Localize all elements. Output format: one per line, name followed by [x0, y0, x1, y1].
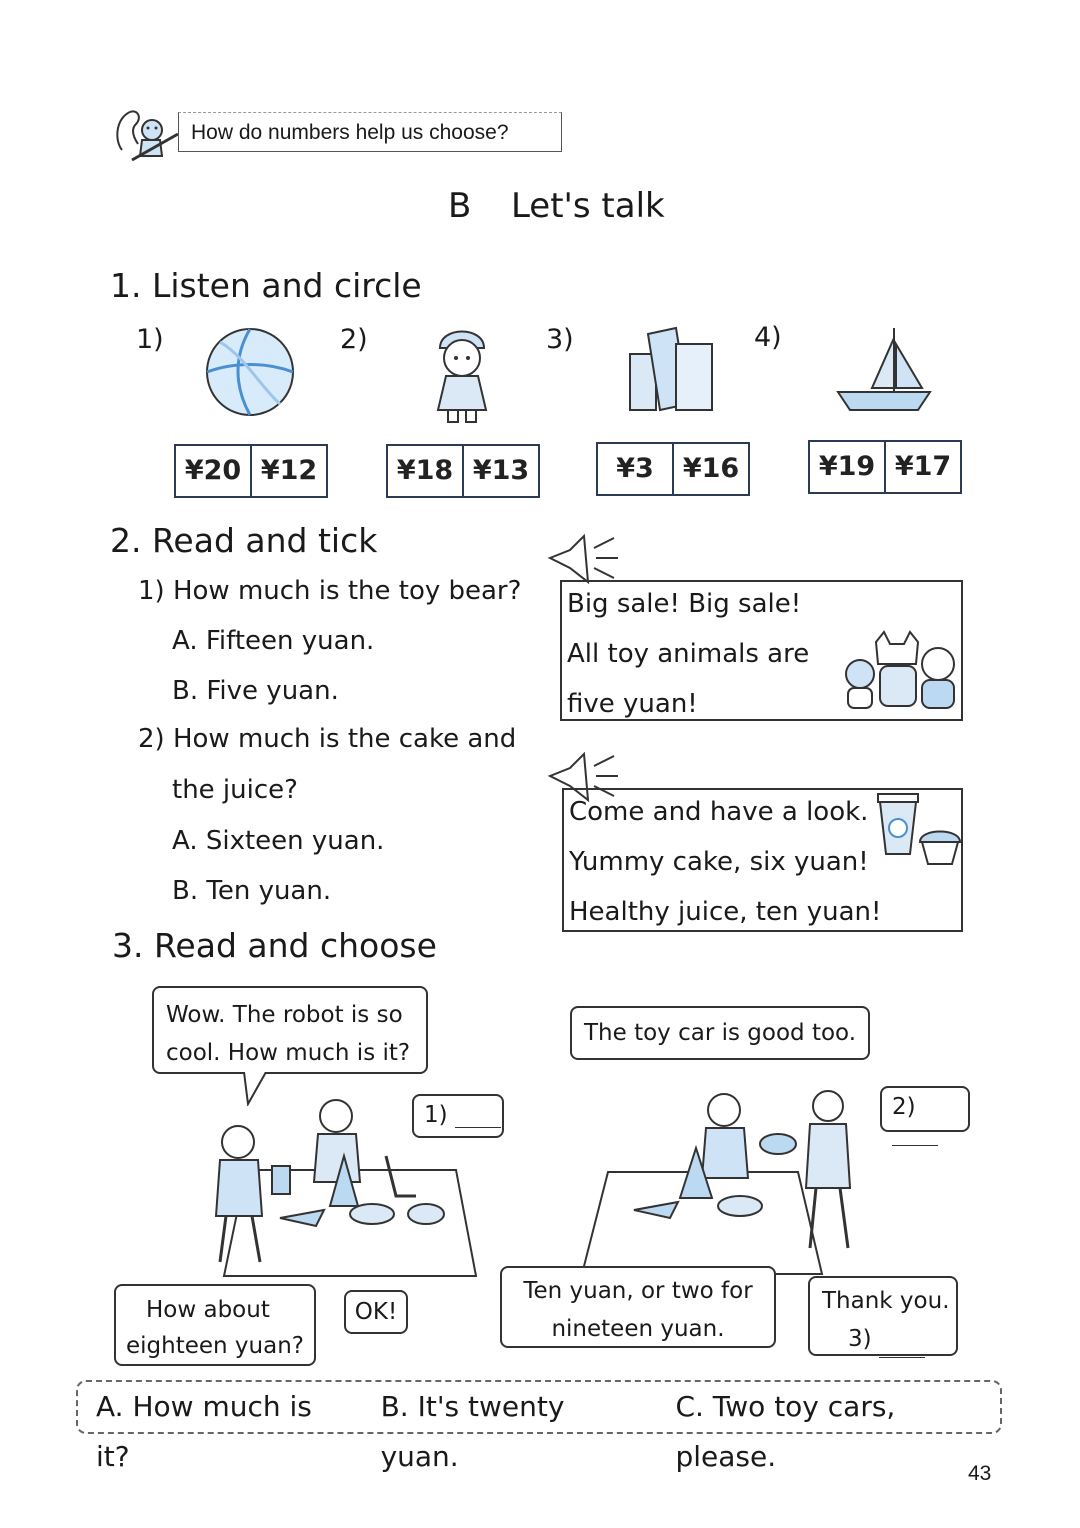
speech-bubble-thanks [808, 1276, 958, 1356]
blank-label: 2) [892, 1094, 916, 1120]
bubble-line: Wow. The robot is so [166, 1002, 403, 1028]
option-c: C. Two toy cars, please. [675, 1390, 896, 1473]
bubble-line: Ten yuan, or two for [523, 1278, 753, 1304]
bubble-line: nineteen yuan. [551, 1316, 725, 1342]
books-icon [626, 324, 718, 416]
item2-number: 2) [340, 324, 368, 355]
juice-cup-icon [876, 792, 920, 858]
price-pair-4 [808, 440, 962, 494]
price-option[interactable]: ¥13 [462, 446, 538, 496]
guide-question: How do numbers help us choose? [178, 112, 562, 152]
ad1-line: All toy animals are [567, 639, 810, 669]
price-option[interactable]: ¥16 [672, 444, 748, 494]
page-number: 43 [968, 1462, 992, 1485]
answer-blank-2[interactable] [892, 1123, 938, 1146]
bubble-line: How about [146, 1297, 270, 1323]
price-pair-3 [596, 442, 750, 496]
blank-label: 3) [848, 1326, 872, 1352]
toy-boat-icon [834, 324, 934, 416]
option-b: B. It's twenty yuan. [380, 1390, 565, 1473]
cupcake-icon [916, 824, 964, 866]
speech-bubble-eighteen [114, 1284, 316, 1366]
speech-bubble-toycar [570, 1006, 870, 1060]
ad1-line: five yuan! [567, 689, 698, 719]
speech-bubble-robot [152, 986, 428, 1074]
q2-option-b[interactable]: B. Ten yuan. [172, 876, 332, 906]
kids-toycar-scene-illustration [578, 1078, 878, 1288]
bubble-line: cool. How much is it? [166, 1040, 411, 1066]
bubble-line: Thank you. [822, 1288, 950, 1314]
q2-option-a[interactable]: A. Sixteen yuan. [172, 826, 385, 856]
price-pair-1 [174, 444, 328, 498]
answer-bubble-2 [880, 1086, 970, 1132]
toy-animals-icon [834, 628, 960, 714]
price-option[interactable]: ¥17 [884, 442, 960, 492]
option-a: A. How much is it? [96, 1390, 312, 1473]
ad2-line: Come and have a look. [569, 797, 869, 827]
answer-3-row [822, 1320, 956, 1358]
question-1: 1) How much is the toy bear? [138, 576, 522, 606]
squirrel-mascot-icon [112, 104, 184, 164]
price-option[interactable]: ¥20 [184, 455, 242, 486]
section3-title: 3. Read and choose [112, 926, 437, 965]
section2-title: 2. Read and tick [110, 521, 378, 560]
price-pair-2 [386, 444, 540, 498]
price-option[interactable]: ¥18 [396, 455, 454, 486]
ad2-line: Healthy juice, ten yuan! [569, 897, 882, 927]
doll-icon [422, 318, 502, 428]
item3-number: 3) [546, 324, 574, 355]
item4-number: 4) [754, 322, 782, 353]
lesson-name: Let's talk [510, 186, 665, 226]
price-option[interactable]: ¥19 [818, 451, 876, 482]
bubble-line: The toy car is good too. [584, 1020, 857, 1046]
speech-bubble-ten-yuan [500, 1266, 776, 1348]
kids-robot-scene-illustration [176, 1086, 480, 1286]
price-option[interactable]: ¥3 [616, 453, 654, 484]
ad2-line: Yummy cake, six yuan! [569, 847, 869, 877]
section1-title: 1. Listen and circle [110, 266, 422, 305]
beach-ball-icon [204, 326, 296, 418]
price-option[interactable]: ¥12 [250, 446, 326, 496]
question-2-line1: 2) How much is the cake and [138, 724, 517, 754]
megaphone-icon [544, 528, 620, 588]
question-2-line2: the juice? [172, 775, 298, 805]
answer-blank-3[interactable] [879, 1335, 925, 1358]
item1-number: 1) [136, 324, 164, 355]
lesson-title [448, 186, 665, 226]
speech-bubble-ok [344, 1290, 408, 1334]
q1-option-b[interactable]: B. Five yuan. [172, 676, 339, 706]
blank-label: 1) [424, 1102, 448, 1128]
bubble-line: OK! [354, 1299, 398, 1325]
bubble-line: eighteen yuan? [126, 1333, 304, 1359]
answer-options-box [76, 1380, 1002, 1473]
ad1-line: Big sale! Big sale! [567, 589, 802, 619]
lesson-part: B [448, 186, 472, 226]
q1-option-a[interactable]: A. Fifteen yuan. [172, 626, 375, 656]
